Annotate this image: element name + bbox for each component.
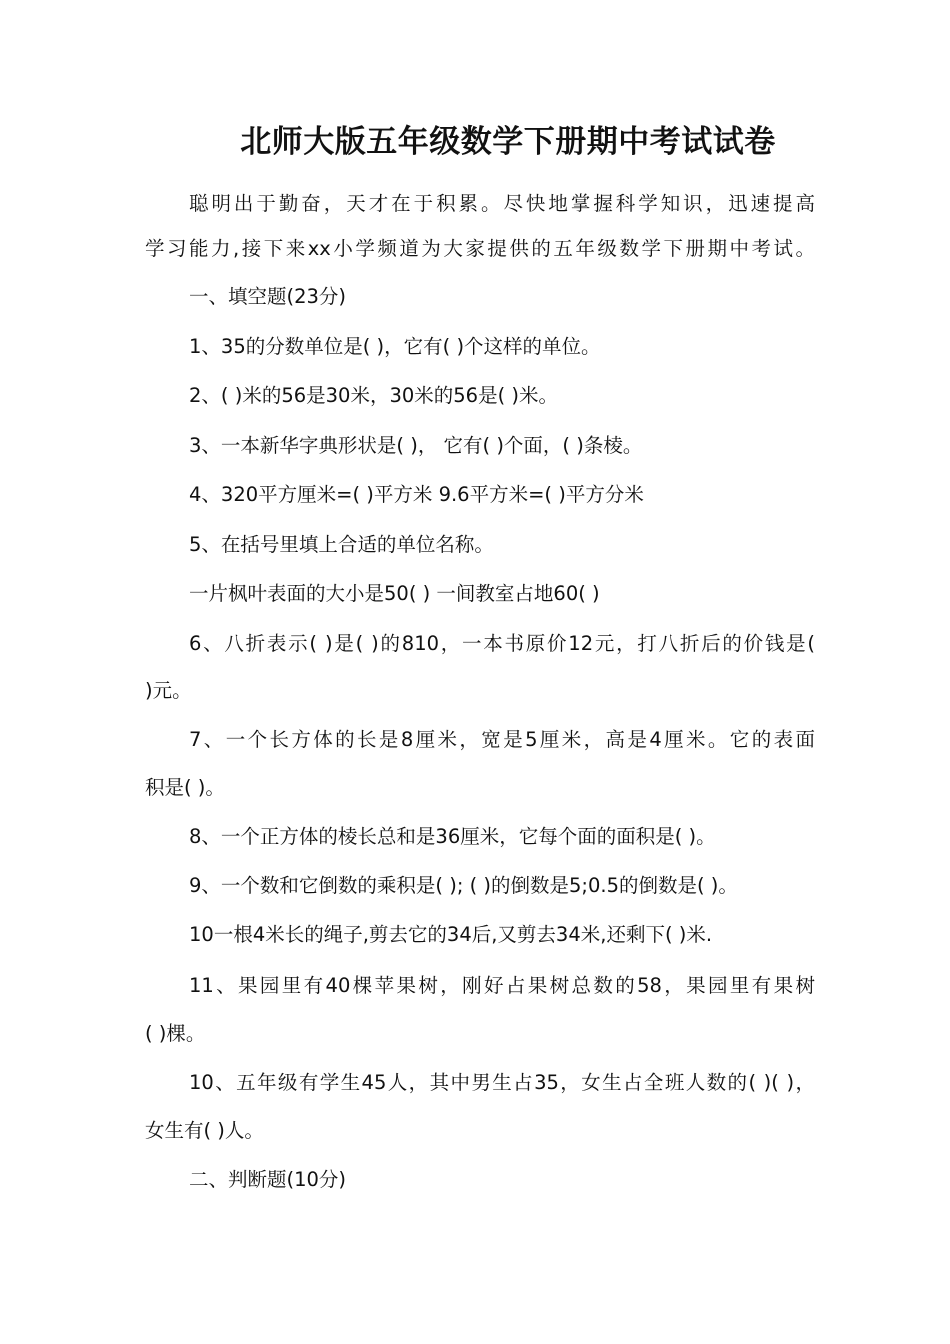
document-title: 北师大版五年级数学下册期中考试试卷 [240, 124, 776, 160]
question-9: 9、一个数和它倒数的乘积是( ); ( )的倒数是5;0.5的倒数是( )。 [189, 874, 738, 897]
question-1: 1、35的分数单位是( )，它有( )个这样的单位。 [189, 335, 601, 358]
section-heading-fill-in: 一、填空题(23分) [189, 285, 347, 308]
question-7-line-2: 积是( )。 [145, 776, 225, 799]
question-11-line-2: ( )棵。 [145, 1022, 206, 1045]
question-12-line-2: 女生有( )人。 [145, 1119, 264, 1142]
question-6-line-1: 6、八折表示( )是( )的810，一本书原价12元，打八折后的价钱是( [189, 632, 815, 655]
question-7-line-1: 7、一个长方体的长是8厘米，宽是5厘米，高是4厘米。它的表面 [189, 728, 815, 751]
intro-line-2: 学习能力,接下来xx小学频道为大家提供的五年级数学下册期中考试。 [145, 237, 815, 260]
question-11-line-1: 11、果园里有40棵苹果树，刚好占果树总数的58，果园里有果树 [189, 974, 815, 997]
question-3: 3、一本新华字典形状是( )， 它有( )个面，( )条棱。 [189, 434, 643, 457]
section-heading-true-false: 二、判断题(10分) [189, 1168, 347, 1191]
question-6-line-2: )元。 [145, 679, 192, 702]
question-5-items: 一片枫叶表面的大小是50( ) 一间教室占地60( ) [189, 582, 600, 605]
intro-line-1: 聪明出于勤奋，天才在于积累。尽快地掌握科学知识，迅速提高 [189, 192, 815, 215]
question-8: 8、一个正方体的棱长总和是36厘米，它每个面的面积是( )。 [189, 825, 716, 848]
question-12-line-1: 10、五年级有学生45人，其中男生占35，女生占全班人数的( )( )， [189, 1071, 815, 1094]
question-5: 5、在括号里填上合适的单位名称。 [189, 533, 494, 556]
question-10: 10一根4米长的绳子,剪去它的34后,又剪去34米,还剩下( )米. [189, 923, 713, 946]
question-2: 2、( )米的56是30米，30米的56是( )米。 [189, 384, 558, 407]
question-4: 4、320平方厘米=( )平方米 9.6平方米=( )平方分米 [189, 483, 644, 506]
